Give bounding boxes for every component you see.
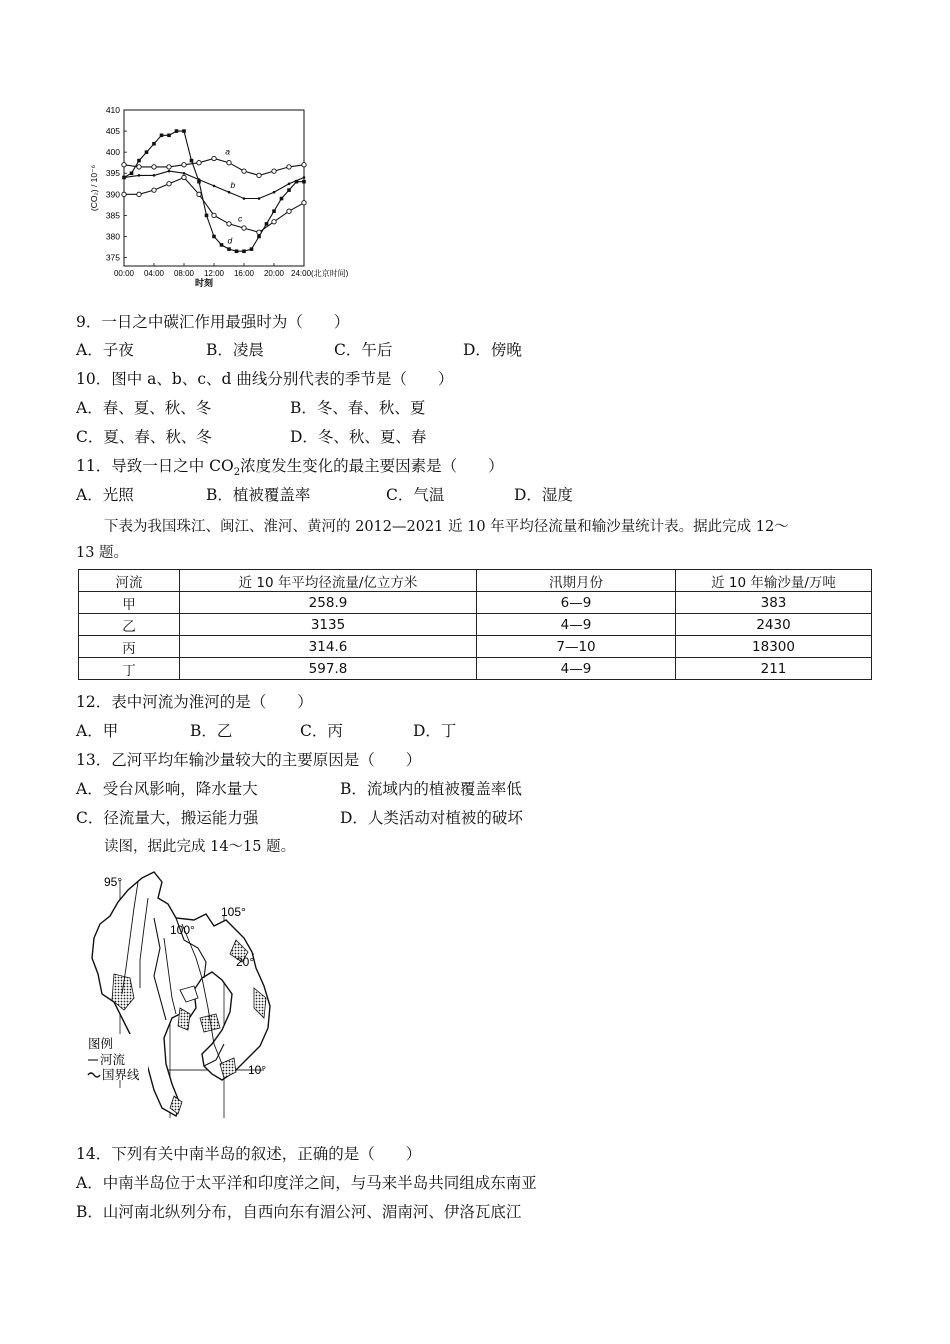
- data-point-a: [227, 161, 231, 165]
- plot-frame: [124, 110, 304, 266]
- intro-12-13: 下表为我国珠江、闽江、淮河、黄河的 2012—2021 近 10 年平均径流量和输沙量统计表。据此完成 12～ 13 题。: [76, 519, 789, 561]
- data-point-d: [250, 247, 254, 251]
- q11-option-d[interactable]: D．湿度: [514, 486, 573, 504]
- data-point-d: [257, 235, 261, 239]
- lon-label-100: 100°: [170, 923, 195, 937]
- table-cell: 2430: [676, 614, 872, 636]
- table-cell: 甲: [79, 592, 180, 614]
- data-point-a: [242, 169, 246, 173]
- hatched-delta: [200, 1014, 220, 1032]
- co2-chart: [84, 104, 349, 288]
- y-tick-label: 385: [105, 210, 120, 221]
- data-point-c: [152, 188, 156, 192]
- table-cell: 597.8: [180, 658, 477, 680]
- data-point-d: [235, 249, 239, 253]
- data-point-d: [227, 247, 231, 251]
- data-point-d: [145, 150, 149, 154]
- legend-river-label: 河流: [100, 1053, 126, 1067]
- q12-option-c[interactable]: C．丙: [300, 722, 343, 740]
- table-cell: 383: [676, 592, 872, 614]
- data-point-d: [295, 180, 299, 184]
- table-cell: 3135: [180, 614, 477, 636]
- data-point-b: [273, 191, 276, 194]
- q10-option-a[interactable]: A．春、夏、秋、冬: [76, 399, 212, 417]
- table-cell: 211: [676, 658, 872, 680]
- table-cell: 6—9: [477, 592, 676, 614]
- data-point-a: [152, 165, 156, 169]
- table-header-row: [79, 570, 872, 592]
- y-tick-label: 375: [105, 252, 120, 263]
- table-row: [79, 636, 872, 658]
- q12-stem: 12．表中河流为淮河的是（ ）: [76, 693, 313, 711]
- q9-option-c[interactable]: C．午后: [334, 341, 393, 359]
- data-point-d: [190, 159, 194, 163]
- q11-option-b[interactable]: B．植被覆盖率: [206, 486, 311, 504]
- lon-label-105: 105°: [221, 905, 246, 919]
- indochina-map: [84, 868, 289, 1120]
- table-row: [79, 614, 872, 636]
- q9-option-d[interactable]: D．傍晚: [463, 341, 522, 359]
- q10-option-b[interactable]: B．冬、春、秋、夏: [290, 399, 426, 417]
- q11-option-a[interactable]: A．光照: [76, 486, 134, 504]
- data-point-d: [280, 197, 284, 201]
- data-point-c: [122, 192, 126, 196]
- x-tick-label: 12:00: [203, 269, 225, 278]
- y-tick-label: 395: [105, 168, 120, 179]
- data-point-d: [220, 243, 224, 247]
- lat-label-10: 10°: [248, 1063, 267, 1077]
- y-axis-label: (CO₂) / 10⁻⁶: [89, 164, 99, 212]
- data-point-d: [160, 133, 164, 137]
- y-tick-label: 410: [105, 105, 120, 115]
- data-point-d: [272, 209, 276, 213]
- q13-option-b[interactable]: B．流域内的植被覆盖率低: [340, 780, 522, 798]
- table-cell: 4—9: [477, 658, 676, 680]
- data-point-d: [302, 180, 306, 184]
- data-point-b: [303, 176, 306, 179]
- q14-option-b[interactable]: B．山河南北纵列分布，自西向东有湄公河、湄南河、伊洛瓦底江: [76, 1203, 522, 1221]
- x-tick-label: 04:00: [143, 269, 165, 278]
- q10-option-d[interactable]: D．冬、秋、夏、春: [290, 428, 427, 446]
- q13-stem: 13．乙河平均年输沙量较大的主要原因是（ ）: [76, 751, 422, 769]
- data-point-d: [197, 180, 201, 184]
- data-point-c: [137, 192, 141, 196]
- data-point-b: [168, 170, 171, 173]
- data-point-c: [227, 222, 231, 226]
- intro-14-15: 读图，据此完成 14～15 题。: [104, 839, 296, 855]
- data-point-a: [137, 165, 141, 169]
- table-cell: 18300: [676, 636, 872, 658]
- data-point-d: [242, 249, 246, 253]
- q14-option-a[interactable]: A．中南半岛位于太平洋和印度洋之间，与马来半岛共同组成东南亚: [76, 1174, 537, 1192]
- river-stats-table: [78, 569, 872, 680]
- data-point-b: [228, 191, 231, 194]
- data-point-d: [205, 214, 209, 218]
- data-point-d: [265, 222, 269, 226]
- x-tick-label: 20:00: [263, 269, 285, 278]
- lon-label-95: 95°: [104, 875, 123, 889]
- curve-label-d: d: [227, 235, 233, 246]
- q13-option-c[interactable]: C．径流量大，搬运能力强: [76, 809, 259, 827]
- data-point-a: [287, 165, 291, 169]
- x-tick-label: 00:00: [113, 269, 135, 278]
- data-point-c: [272, 220, 276, 224]
- data-point-c: [287, 209, 291, 213]
- q10-option-c[interactable]: C．夏、春、秋、冬: [76, 428, 212, 446]
- data-point-b: [183, 172, 186, 175]
- q14-stem: 14．下列有关中南半岛的叙述，正确的是（ ）: [76, 1145, 422, 1163]
- data-point-a: [272, 169, 276, 173]
- data-point-b: [213, 185, 216, 188]
- data-point-d: [287, 188, 291, 192]
- data-point-c: [242, 226, 246, 230]
- data-point-d: [167, 133, 171, 137]
- data-point-d: [182, 129, 186, 133]
- q11-stem: 11．导致一日之中 $CO_2$浓度发生变化的最主要因素是（ ）: [76, 457, 504, 479]
- data-point-c: [182, 175, 186, 179]
- data-point-a: [122, 163, 126, 167]
- data-point-a: [197, 161, 201, 165]
- q10-stem: 10．图中 a、b、c、d 曲线分别代表的季节是（ ）: [76, 370, 454, 388]
- q11-option-c[interactable]: C．气温: [386, 486, 445, 504]
- x-tick-label: 08:00: [173, 269, 195, 278]
- lat-label-20: 20°: [236, 955, 255, 969]
- y-tick-label: 390: [105, 189, 120, 200]
- data-point-b: [258, 197, 261, 200]
- data-point-b: [243, 197, 246, 200]
- y-tick-label: 380: [105, 231, 120, 242]
- data-point-b: [288, 182, 291, 185]
- table-cell: 4—9: [477, 614, 676, 636]
- table-cell: 258.9: [180, 592, 477, 614]
- legend-border-label: 国界线: [102, 1068, 140, 1082]
- data-point-a: [167, 165, 171, 169]
- data-point-d: [152, 142, 156, 146]
- data-point-c: [302, 201, 306, 205]
- q13-option-a[interactable]: A．受台风影响，降水量大: [76, 780, 258, 798]
- data-point-a: [257, 173, 261, 177]
- data-point-a: [182, 163, 186, 167]
- x-tick-label: 16:00: [233, 269, 255, 278]
- data-point-d: [122, 176, 126, 180]
- data-point-a: [212, 156, 216, 160]
- table-row: [79, 658, 872, 680]
- data-point-c: [212, 213, 216, 217]
- data-point-d: [175, 129, 179, 133]
- legend-title: 图例: [88, 1037, 114, 1051]
- table-header: 河流: [79, 570, 180, 592]
- table-header: 汛期月份: [477, 570, 676, 592]
- q13-option-d[interactable]: D．人类活动对植被的破坏: [340, 809, 523, 827]
- x-axis-label: 时刻: [194, 278, 214, 288]
- table-cell: 7—10: [477, 636, 676, 658]
- q12-option-a[interactable]: A．甲: [76, 722, 119, 740]
- curve-label-b: b: [230, 180, 236, 190]
- table-cell: 314.6: [180, 636, 477, 658]
- curve-label-a: a: [225, 146, 230, 157]
- table-row: [79, 592, 872, 614]
- y-tick-label: 405: [105, 126, 120, 137]
- table-cell: 丁: [79, 658, 180, 680]
- curve-label-c: c: [238, 213, 243, 224]
- table-cell: 乙: [79, 614, 180, 636]
- q9-option-b[interactable]: B．凌晨: [206, 341, 264, 359]
- data-point-b: [138, 174, 141, 177]
- data-point-b: [153, 174, 156, 177]
- data-point-c: [197, 192, 201, 196]
- data-point-a: [302, 163, 306, 167]
- x-tick-label: 24:00(北京时间): [291, 269, 349, 278]
- data-point-d: [130, 171, 134, 175]
- data-point-c: [167, 182, 171, 186]
- data-point-d: [137, 159, 141, 163]
- q9-stem: 9．一日之中碳汇作用最强时为（ ）: [76, 313, 350, 331]
- data-point-d: [212, 235, 216, 239]
- table-header: 近 10 年输沙量/万吨: [676, 570, 872, 592]
- q9-option-a[interactable]: A．子夜: [76, 341, 134, 359]
- q12-option-b[interactable]: B．乙: [190, 722, 233, 740]
- table-header: 近 10 年平均径流量/亿立方米: [180, 570, 477, 592]
- table-cell: 丙: [79, 636, 180, 658]
- y-tick-label: 400: [105, 147, 120, 158]
- q12-option-d[interactable]: D．丁: [413, 722, 457, 740]
